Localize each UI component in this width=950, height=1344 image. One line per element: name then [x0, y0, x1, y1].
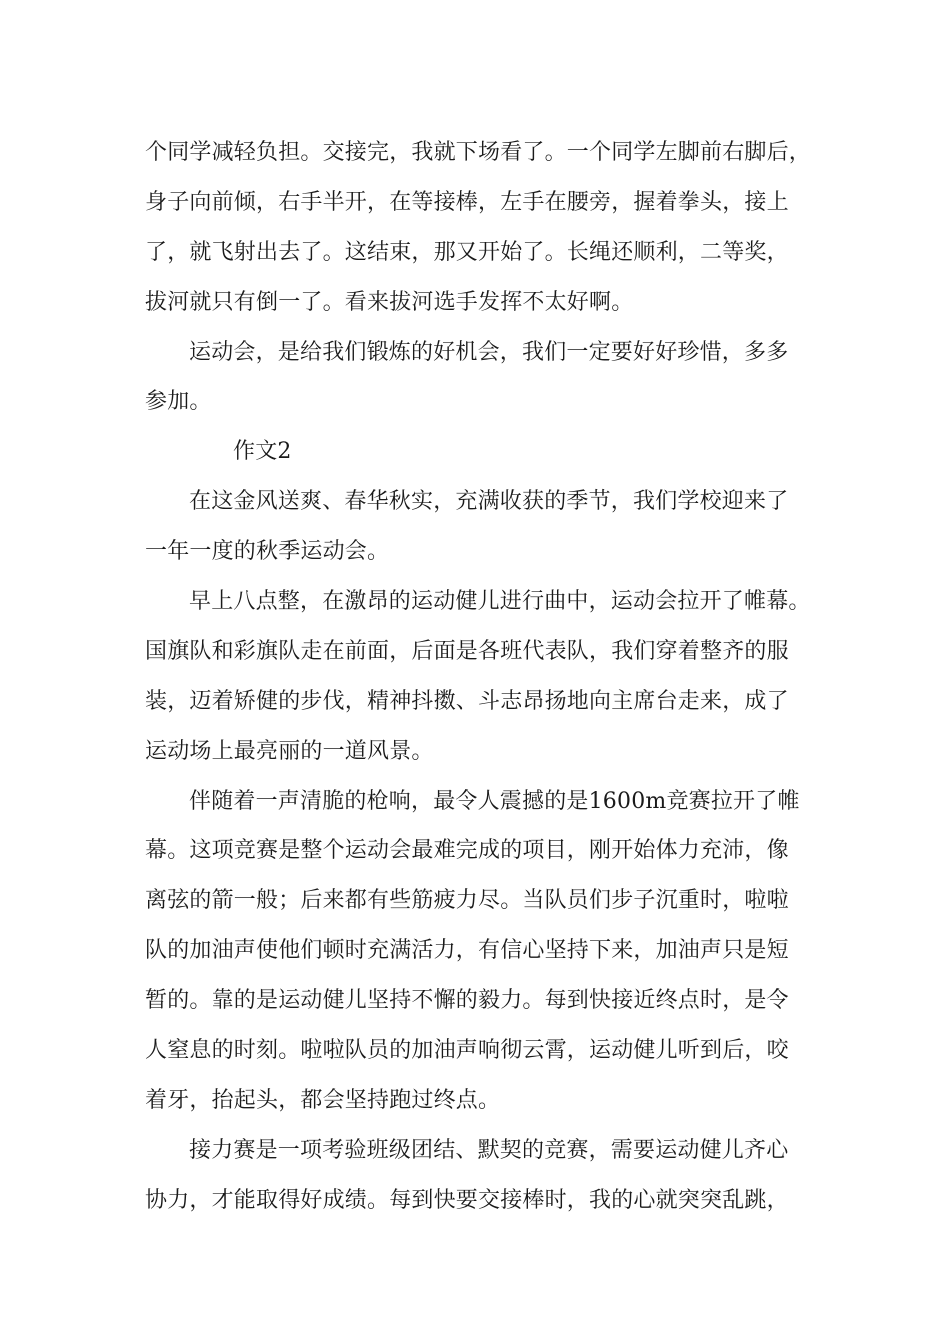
text-line: 运动场上最亮丽的一道风景。 [145, 738, 434, 764]
text-line: 参加。 [145, 389, 212, 415]
text-line: 离弦的箭一般；后来都有些筋疲力尽。当队员们步子沉重时，啦啦 [145, 888, 789, 914]
text-line: 着牙，抬起头，都会坚持跑过终点。 [145, 1087, 501, 1113]
text-line: 暂的。靠的是运动健儿坚持不懈的毅力。每到快接近终点时，是令 [145, 988, 789, 1014]
text-line: 个同学减轻负担。交接完，我就下场看了。一个同学左脚前右脚后， [145, 140, 812, 165]
text-line: 协力，才能取得好成绩。每到快要交接棒时，我的心就突突乱跳， [145, 1187, 789, 1213]
text-line: 国旗队和彩旗队走在前面，后面是各班代表队，我们穿着整齐的服 [145, 638, 789, 664]
text-line: 幕。这项竞赛是整个运动会最难完成的项目，刚开始体力充沛，像 [145, 838, 789, 864]
text-line: 一年一度的秋季运动会。 [145, 539, 390, 565]
text-line: 了，就飞射出去了。这结束，那又开始了。长绳还顺利，二等奖， [145, 239, 789, 265]
text-line: 人窒息的时刻。啦啦队员的加油声响彻云霄，运动健儿听到后，咬 [145, 1038, 789, 1064]
paragraph-start-line: 伴随着一声清脆的枪响，最令人震撼的是1600m竞赛拉开了帷 [189, 788, 800, 814]
text-line: 拔河就只有倒一了。看来拔河选手发挥不太好啊。 [145, 289, 634, 315]
paragraph-start-line: 早上八点整，在激昂的运动健儿进行曲中，运动会拉开了帷幕。 [189, 589, 811, 615]
paragraph-start-line: 在这金风送爽、春华秋实，充满收获的季节，我们学校迎来了 [189, 489, 789, 515]
text-line: 身子向前倾，右手半开，在等接棒，左手在腰旁，握着拳头，接上 [145, 189, 789, 215]
section-heading: 作文2 [233, 439, 292, 465]
text-line: 队的加油声使他们顿时充满活力，有信心坚持下来，加油声只是短 [145, 938, 789, 964]
document-body [145, 128, 845, 1226]
paragraph-start-line: 运动会，是给我们锻炼的好机会，我们一定要好好珍惜，多多 [189, 339, 789, 365]
text-line: 装，迈着矫健的步伐，精神抖擞、斗志昂扬地向主席台走来，成了 [145, 688, 789, 714]
paragraph-start-line: 接力赛是一项考验班级团结、默契的竞赛，需要运动健儿齐心 [189, 1137, 789, 1163]
